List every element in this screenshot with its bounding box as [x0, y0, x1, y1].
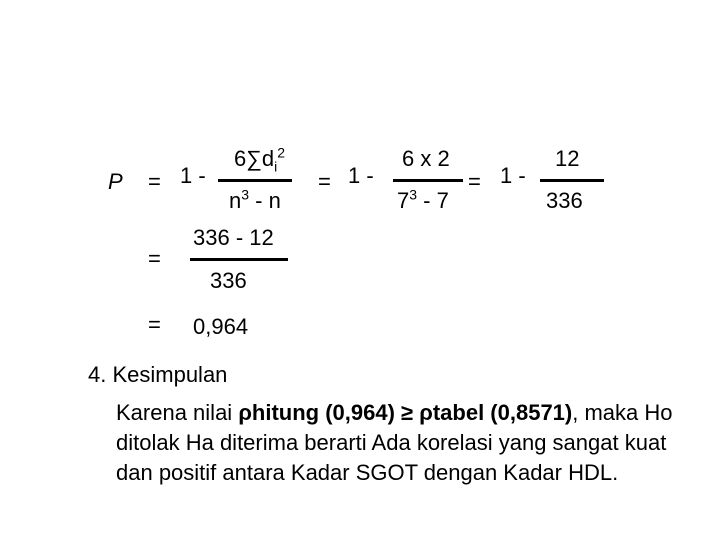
conclusion-comparison: ρhitung (0,964) ≥ ρtabel (0,8571)	[238, 400, 573, 425]
rho-symbol: P	[108, 169, 123, 194]
line2-numerator: 336 - 12	[193, 225, 274, 250]
fraction3-denominator: 336	[546, 188, 583, 213]
fraction2-bar	[393, 179, 463, 182]
fraction3-bar	[540, 179, 604, 182]
one-minus-3: 1 -	[500, 163, 526, 188]
equals-sign-5: =	[148, 312, 161, 337]
conclusion-heading: 4. Kesimpulan	[88, 362, 228, 387]
equals-sign-3: =	[468, 169, 481, 194]
fraction1-bar	[218, 179, 292, 182]
conclusion-text-1: Karena nilai	[116, 400, 239, 425]
fraction1-numerator: $6\sum d_i^2$	[234, 144, 286, 175]
one-minus-2: 1 -	[348, 163, 374, 188]
fraction2-numerator: 6 x 2	[402, 146, 450, 171]
result-value: 0,964	[193, 314, 249, 339]
fraction1-denominator: $n^3$ - n	[229, 186, 281, 213]
fraction3-numerator: 12	[555, 146, 580, 171]
line2-fraction-bar	[190, 258, 288, 261]
conclusion-paragraph	[116, 398, 696, 488]
equals-sign-1: =	[148, 169, 161, 194]
conclusion-text-2: , maka Ho ditolak Ha diterima berarti Ada korelasi yang sangat kuat dan positif antara Kadar SGOT dengan Kadar HDL.	[116, 400, 673, 485]
fraction2-denominator: $7^3 - 7$	[397, 186, 449, 213]
line2-denominator: 336	[210, 268, 247, 293]
equals-sign-4: =	[148, 246, 161, 271]
equals-sign-2: =	[318, 169, 331, 194]
one-minus-1: 1 -	[180, 163, 206, 188]
